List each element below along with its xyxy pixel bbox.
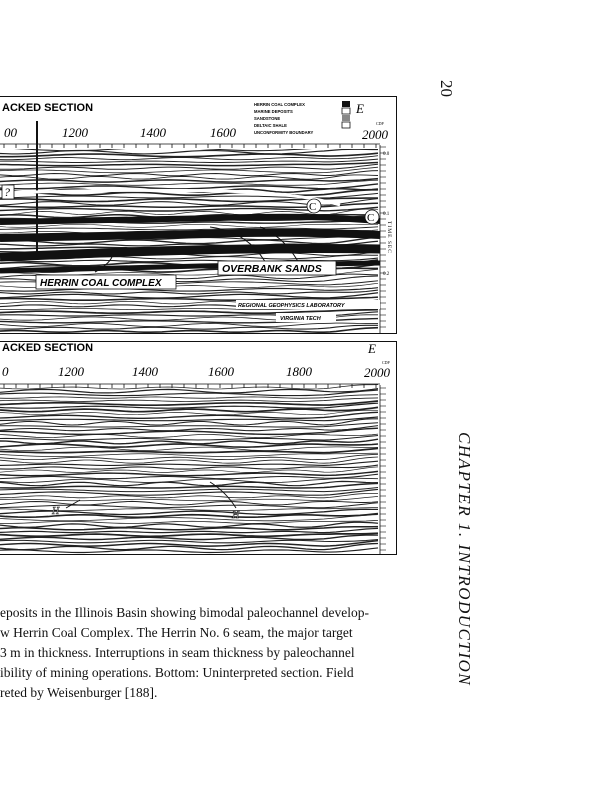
legend-unconformity: UNCONFORMITY BOUNDARY [254, 130, 314, 135]
legend-shale: DELTAIC SHALE [254, 123, 287, 128]
school-credit: VIRGINIA TECH [280, 316, 321, 322]
channel-c-label: C [309, 201, 317, 213]
cdp-tick-label: 1200 [62, 125, 88, 140]
question-mark-label: ? [4, 185, 10, 199]
interpreted-seismic-section [0, 96, 397, 334]
time-value: 0.1 [383, 212, 390, 217]
section-title: ACKED SECTION [2, 342, 94, 354]
page-number: 20 [437, 80, 456, 97]
legend-marine-swatch [342, 108, 350, 114]
caption-line: eposits in the Illinois Basin showing bimodal paleochannel develop- [0, 605, 369, 620]
cdp-tick-label: 1600 [210, 125, 236, 140]
east-label: E [356, 101, 364, 116]
uninterpreted-seismic-section [0, 341, 397, 555]
cdp-tick-label: 1200 [58, 364, 84, 379]
cdp-tick-label: 1800 [286, 364, 312, 379]
cdp-tick-label: 00 [4, 125, 17, 140]
cdp-label: CDP [382, 360, 390, 365]
h-label: H [52, 506, 60, 517]
cdp-tick-label: 2000 [364, 365, 390, 380]
legend-coal-swatch [342, 101, 350, 107]
legend-sand-swatch [342, 115, 350, 121]
legend-shale-swatch [342, 122, 350, 128]
caption-line: 3 m in thickness. Interruptions in seam thickness by paleochannel [0, 645, 355, 660]
lab-credit: REGIONAL GEOPHYSICS LABORATORY [238, 303, 345, 309]
time-value: 0.0 [383, 152, 390, 157]
cdp-label: CDP [376, 121, 384, 126]
legend-marine: MARINE DEPOSITS [254, 109, 293, 114]
seismic-reflections [0, 385, 378, 553]
time-value: 0.2 [383, 272, 390, 277]
legend-herrin: HERRIN COAL COMPLEX [254, 102, 305, 107]
cdp-tick-label: 1600 [208, 364, 234, 379]
overbank-sands-label: OVERBANK SANDS [222, 263, 322, 275]
caption-line: ibility of mining operations. Bottom: Uninterpreted section. Field [0, 665, 354, 680]
h-label: H [232, 510, 240, 521]
figure-caption [0, 603, 430, 703]
herrin-coal-complex-label: HERRIN COAL COMPLEX [40, 278, 162, 289]
running-head: CHAPTER 1. INTRODUCTION [455, 432, 474, 687]
cdp-tick-label: 1400 [140, 125, 166, 140]
section-title: ACKED SECTION [2, 102, 94, 114]
east-label: E [368, 342, 376, 356]
time-axis-label: TIME SEC [386, 221, 392, 254]
cdp-tick-label: 1400 [132, 364, 158, 379]
cdp-tick-label: 2000 [362, 127, 388, 142]
channel-c-label: C [367, 212, 375, 224]
caption-line: reted by Weisenburger [188]. [0, 685, 158, 700]
cdp-tick-label: 0 [2, 364, 9, 379]
caption-line: w Herrin Coal Complex. The Herrin No. 6 seam, the major target [0, 625, 353, 640]
legend-sandstone: SANDSTONE [254, 116, 281, 121]
